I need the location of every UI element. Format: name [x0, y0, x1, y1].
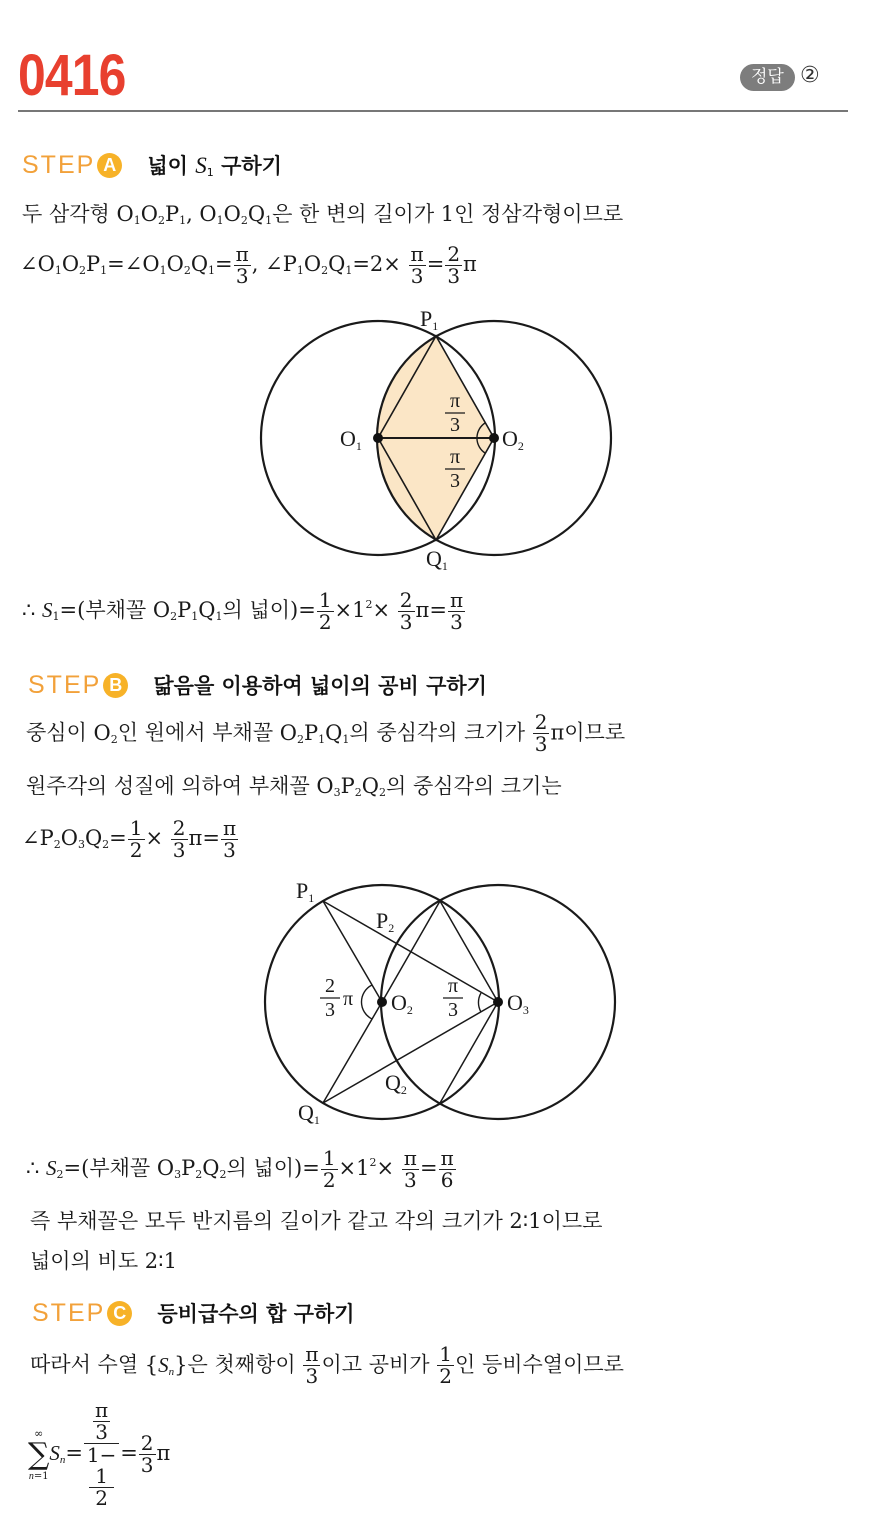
label-q1: Q1 [298, 1100, 320, 1127]
step-b-line1: 중심이 $O_2$인 원에서 부채꼴 $O_2P_1Q_1$의 중심각의 크기가 $\frac{2}{3}$ π이므로 [26, 710, 626, 756]
step-a-title: 넓이 $S_1$ 구하기 [147, 153, 282, 179]
svg-text:π: π [449, 446, 461, 468]
sigma-symbol: ∞ ∑ n=1 [28, 1426, 50, 1482]
answer-badge: 정답 [740, 64, 795, 91]
angle-arc-o3 [478, 993, 481, 1012]
label-o1: O1 [340, 426, 362, 453]
step-b-line3: $\angle P_2O_3Q_2=$ $\frac{1}{2}$ × $\frac{2}{3}$ π= $\frac{\pi}{3}$ [22, 816, 237, 862]
point-o2 [377, 997, 387, 1007]
svg-text:π: π [343, 988, 354, 1010]
label-p1: P1 [420, 306, 439, 333]
step-c-line1: 따라서 수열 $\{S_n\}$은 첫째항이 $\frac{\pi}{3}$ 이고 공비가 $\frac{1}{2}$ 인 등비수열이므로 [30, 1342, 624, 1388]
step-a-line2: $\angle O_1O_2P_1=\angle O_1O_2Q_1=$ $\frac{\pi}{3}$ , $\angle P_1O_2Q_1=2\times$ $\frac{\pi}{3}$ = $\frac{2}{3}$ π [20, 242, 477, 288]
label-p1: P1 [296, 878, 315, 905]
label-o3: O3 [507, 990, 529, 1017]
step-c-formula: ∞ ∑ n=1 $S_n=$ π 3 1− 1 2 = $\frac{2}{3}$ π [28, 1398, 171, 1510]
step-a-result: ∴ $S_1=$(부채꼴 $O_2P_1Q_1$의 넓이)= $\frac{1}{2}$ $\times 1^2\times$ $\frac{2}{3}$ π= $\frac{\pi}{3}$ [22, 588, 464, 634]
svg-text:2: 2 [325, 975, 335, 997]
step-a-label: STEP [22, 151, 96, 179]
svg-text:π: π [449, 390, 461, 412]
step-c-letter: C [107, 1301, 132, 1326]
point-o3 [493, 997, 503, 1007]
label-o2: O2 [502, 426, 524, 453]
step-b-line5: 넓이의 비도 2∶1 [30, 1249, 177, 1273]
step-b-letter: B [103, 673, 128, 698]
step-b-line4: 즉 부채꼴은 모두 반지름의 길이가 같고 각의 크기가 2∶1이므로 [30, 1209, 603, 1233]
svg-text:π: π [447, 975, 459, 997]
label-o2: O2 [391, 990, 413, 1017]
label-p2: P2 [376, 908, 395, 935]
svg-text:3: 3 [450, 470, 460, 492]
angle-label-o2 [320, 975, 353, 1021]
svg-text:3: 3 [325, 999, 335, 1021]
angle-label-o3 [443, 975, 463, 1021]
step-c-heading [32, 1298, 355, 1328]
step-c-title: 등비급수의 합 구하기 [157, 1302, 355, 1326]
step-c-label: STEP [32, 1299, 106, 1327]
label-q2: Q2 [385, 1070, 407, 1097]
svg-text:3: 3 [450, 414, 460, 436]
svg-text:3: 3 [448, 999, 458, 1021]
angle-arc-o2 [361, 985, 372, 1019]
problem-number: 0416 [18, 43, 126, 108]
step-a-line1: 두 삼각형 $O_1O_2P_1$, $O_1O_2Q_1$은 한 변의 길이가 1인 정삼각형이므로 [22, 202, 624, 227]
label-q1: Q1 [426, 546, 448, 573]
answer-value: ② [799, 63, 820, 88]
step-b-title: 닮음을 이용하여 넓이의 공비 구하기 [153, 674, 487, 698]
step-a-letter: A [97, 153, 122, 178]
step-b-label: STEP [28, 671, 102, 699]
step-b-line2: 원주각의 성질에 의하여 부채꼴 $O_3P_2Q_2$의 중심각의 크기는 [26, 774, 562, 799]
step-b-result: ∴ $S_2=$(부채꼴 $O_3P_2Q_2$의 넓이)= $\frac{1}{2}$ $\times 1^2\times$ $\frac{\pi}{3}$ = $\frac{\pi}{6}$ [26, 1146, 454, 1192]
